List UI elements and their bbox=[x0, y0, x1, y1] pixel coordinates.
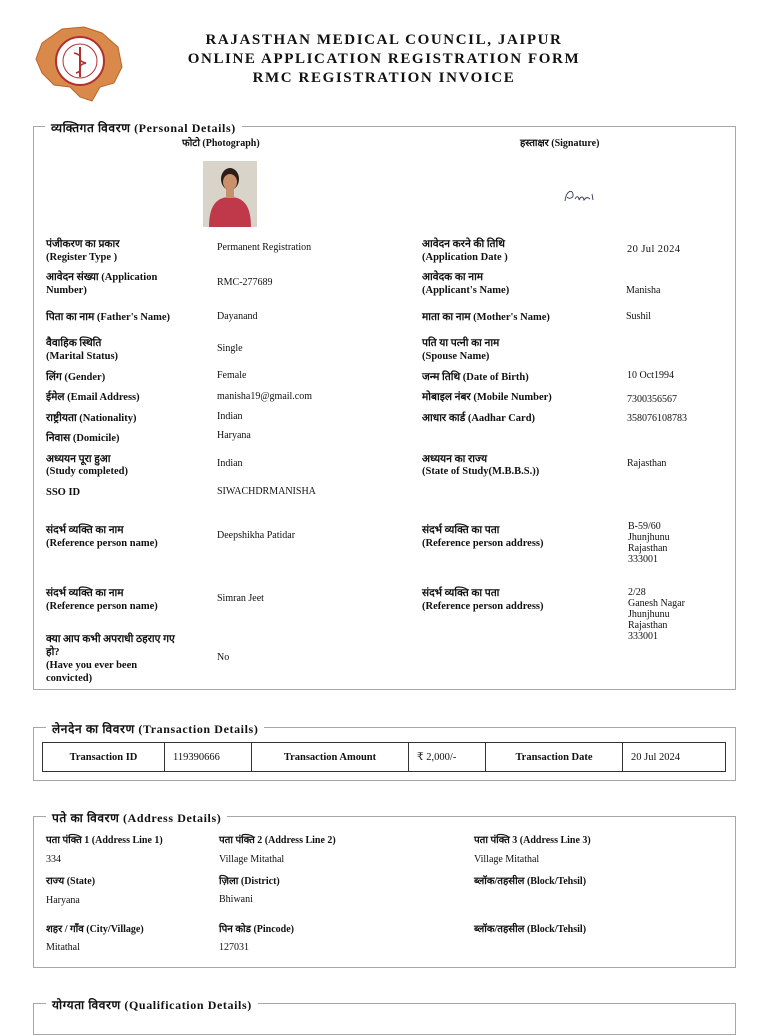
ref2-name-label-en: (Reference person name) bbox=[46, 601, 158, 612]
pincode-label: पिन कोड (Pincode) bbox=[219, 924, 294, 935]
address-details-legend: पते का विवरण (Address Details) bbox=[46, 809, 227, 826]
ref1-name-label-en: (Reference person name) bbox=[46, 538, 158, 549]
convicted-label-4: convicted) bbox=[46, 673, 93, 684]
register-type-value: Permanent Registration bbox=[217, 242, 312, 253]
spouse-name-label-en: (Spouse Name) bbox=[422, 351, 490, 362]
ref2-address-label-hi: संदर्भ व्यक्ति का पता bbox=[422, 588, 500, 599]
dob-label: जन्म तिथि (Date of Birth) bbox=[422, 372, 529, 383]
state-value: Haryana bbox=[46, 895, 80, 906]
ref1-address-label-hi: संदर्भ व्यक्ति का पता bbox=[422, 525, 500, 536]
convicted-label-1: क्या आप कभी अपराधी ठहराए गए bbox=[46, 634, 175, 645]
city-value: Mitathal bbox=[46, 942, 80, 953]
father-name-label: पिता का नाम (Father's Name) bbox=[46, 312, 171, 323]
father-name-value: Dayanand bbox=[217, 311, 258, 322]
ref2-address-line: 333001 bbox=[628, 631, 658, 642]
aadhar-value: 358076108783 bbox=[627, 413, 687, 424]
address-line3-label: पता पंक्ति 3 (Address Line 3) bbox=[474, 835, 591, 846]
pincode-value: 127031 bbox=[219, 942, 249, 953]
register-type-label-hi: पंजीकरण का प्रकार bbox=[46, 239, 120, 250]
email-label: ईमेल (Email Address) bbox=[46, 392, 140, 403]
application-number-value: RMC-277689 bbox=[217, 277, 273, 288]
address-line2-label: पता पंक्ति 2 (Address Line 2) bbox=[219, 835, 336, 846]
transaction-date-value: 20 Jul 2024 bbox=[623, 743, 726, 772]
marital-status-label-en: (Marital Status) bbox=[46, 351, 119, 362]
ref1-address-label-en: (Reference person address) bbox=[422, 538, 544, 549]
district-label: ज़िला (District) bbox=[219, 876, 280, 887]
marital-status-value: Single bbox=[217, 343, 243, 354]
convicted-label-2: हो? bbox=[46, 647, 60, 658]
ref1-name-label-hi: संदर्भ व्यक्ति का नाम bbox=[46, 525, 124, 536]
state-of-study-label-en: (State of Study(M.B.B.S.)) bbox=[422, 466, 540, 477]
spouse-name-label-hi: पति या पत्नी का नाम bbox=[422, 338, 500, 349]
block-tehsil-label: ब्लॉक/तहसील (Block/Tehsil) bbox=[474, 876, 587, 887]
application-number-label-1: आवेदन संख्या (Application bbox=[46, 272, 158, 283]
qualification-details-legend: योग्यता विवरण (Qualification Details) bbox=[46, 996, 258, 1013]
sso-id-value: SIWACHDRMANISHA bbox=[217, 486, 316, 497]
signature-label: हस्ताक्षर (Signature) bbox=[520, 138, 600, 149]
sso-id-label: SSO ID bbox=[46, 487, 81, 498]
state-of-study-label-hi: अध्ययन का राज्य bbox=[422, 454, 488, 465]
convicted-label-3: (Have you ever been bbox=[46, 660, 138, 671]
application-number-label-2: Number) bbox=[46, 285, 87, 296]
table-row bbox=[43, 743, 726, 772]
aadhar-label: आधार कार्ड (Aadhar Card) bbox=[422, 413, 536, 424]
council-name: RAJASTHAN MEDICAL COUNCIL, JAIPUR bbox=[205, 32, 563, 48]
state-of-study-value: Rajasthan bbox=[627, 458, 667, 469]
marital-status-label-hi: वैवाहिक स्थिति bbox=[46, 338, 102, 349]
applicant-photo bbox=[203, 161, 257, 227]
convicted-value: No bbox=[217, 652, 230, 663]
nationality-value: Indian bbox=[217, 411, 243, 422]
transaction-details-legend: लेनदेन का विवरण (Transaction Details) bbox=[46, 720, 264, 737]
domicile-value: Haryana bbox=[217, 430, 251, 441]
transaction-amount-value: ₹ 2,000/- bbox=[409, 743, 486, 772]
form-title: ONLINE APPLICATION REGISTRATION FORM bbox=[187, 51, 581, 67]
address-line1-label: पता पंक्ति 1 (Address Line 1) bbox=[46, 835, 163, 846]
application-date-value: 20 Jul 2024 bbox=[627, 244, 681, 255]
transaction-date-label: Transaction Date bbox=[486, 743, 623, 772]
ref2-name-label-hi: संदर्भ व्यक्ति का नाम bbox=[46, 588, 124, 599]
photo-label: फोटो (Photograph) bbox=[182, 138, 260, 149]
personal-details-legend: व्यक्तिगत विवरण (Personal Details) bbox=[45, 119, 242, 136]
ref1-name-value: Deepshikha Patidar bbox=[217, 530, 296, 541]
application-date-label-hi: आवेदन करने की तिथि bbox=[422, 239, 505, 250]
ref2-address-line: Rajasthan bbox=[628, 620, 668, 631]
nationality-label: राष्ट्रीयता (Nationality) bbox=[46, 413, 137, 424]
state-label: राज्य (State) bbox=[46, 876, 96, 887]
mobile-label: मोबाइल नंबर (Mobile Number) bbox=[422, 392, 552, 403]
register-type-label-en: (Register Type ) bbox=[46, 252, 118, 263]
address-line2-value: Village Mitathal bbox=[219, 854, 285, 865]
invoice-title: RMC REGISTRATION INVOICE bbox=[252, 70, 516, 86]
study-completed-value: Indian bbox=[217, 458, 243, 469]
applicant-name-value: Manisha bbox=[626, 285, 661, 296]
transaction-table bbox=[42, 742, 726, 772]
district-value: Bhiwani bbox=[219, 894, 253, 905]
ref2-address-line: Ganesh Nagar bbox=[628, 598, 685, 609]
dob-value: 10 Oct1994 bbox=[627, 370, 674, 381]
transaction-amount-label: Transaction Amount bbox=[252, 743, 409, 772]
email-value: manisha19@gmail.com bbox=[217, 391, 313, 402]
application-date-label-en: (Application Date ) bbox=[422, 252, 508, 263]
ref1-address-line: B-59/60 bbox=[628, 521, 661, 532]
block-tehsil-label: ब्लॉक/तहसील (Block/Tehsil) bbox=[474, 924, 587, 935]
study-completed-label-en: (Study completed) bbox=[46, 466, 128, 477]
address-line3-value: Village Mitathal bbox=[474, 854, 540, 865]
address-line1-value: 334 bbox=[46, 854, 61, 865]
domicile-label: निवास (Domicile) bbox=[46, 433, 120, 444]
applicant-name-label-hi: आवेदक का नाम bbox=[422, 272, 484, 283]
gender-value: Female bbox=[217, 370, 247, 381]
applicant-name-label-en: (Applicant's Name) bbox=[422, 285, 510, 296]
city-label: शहर / गाँव (City/Village) bbox=[46, 924, 144, 935]
transaction-id-value: 119390666 bbox=[165, 743, 252, 772]
ref1-address-line: 333001 bbox=[628, 554, 658, 565]
ref1-address-line: Jhunjhunu bbox=[628, 532, 670, 543]
applicant-signature bbox=[560, 185, 600, 207]
ref2-address-label-en: (Reference person address) bbox=[422, 601, 544, 612]
transaction-id-label: Transaction ID bbox=[43, 743, 165, 772]
gender-label: लिंग (Gender) bbox=[46, 372, 106, 383]
ref2-address-line: 2/28 bbox=[628, 587, 646, 598]
mobile-value: 7300356567 bbox=[627, 394, 677, 405]
ref2-name-value: Simran Jeet bbox=[217, 593, 264, 604]
ref1-address-line: Rajasthan bbox=[628, 543, 668, 554]
mother-name-value: Sushil bbox=[626, 311, 652, 322]
mother-name-label: माता का नाम (Mother's Name) bbox=[422, 312, 550, 323]
study-completed-label-hi: अध्ययन पूरा हुआ bbox=[46, 454, 111, 465]
ref2-address-line: Jhunjhunu bbox=[628, 609, 670, 620]
